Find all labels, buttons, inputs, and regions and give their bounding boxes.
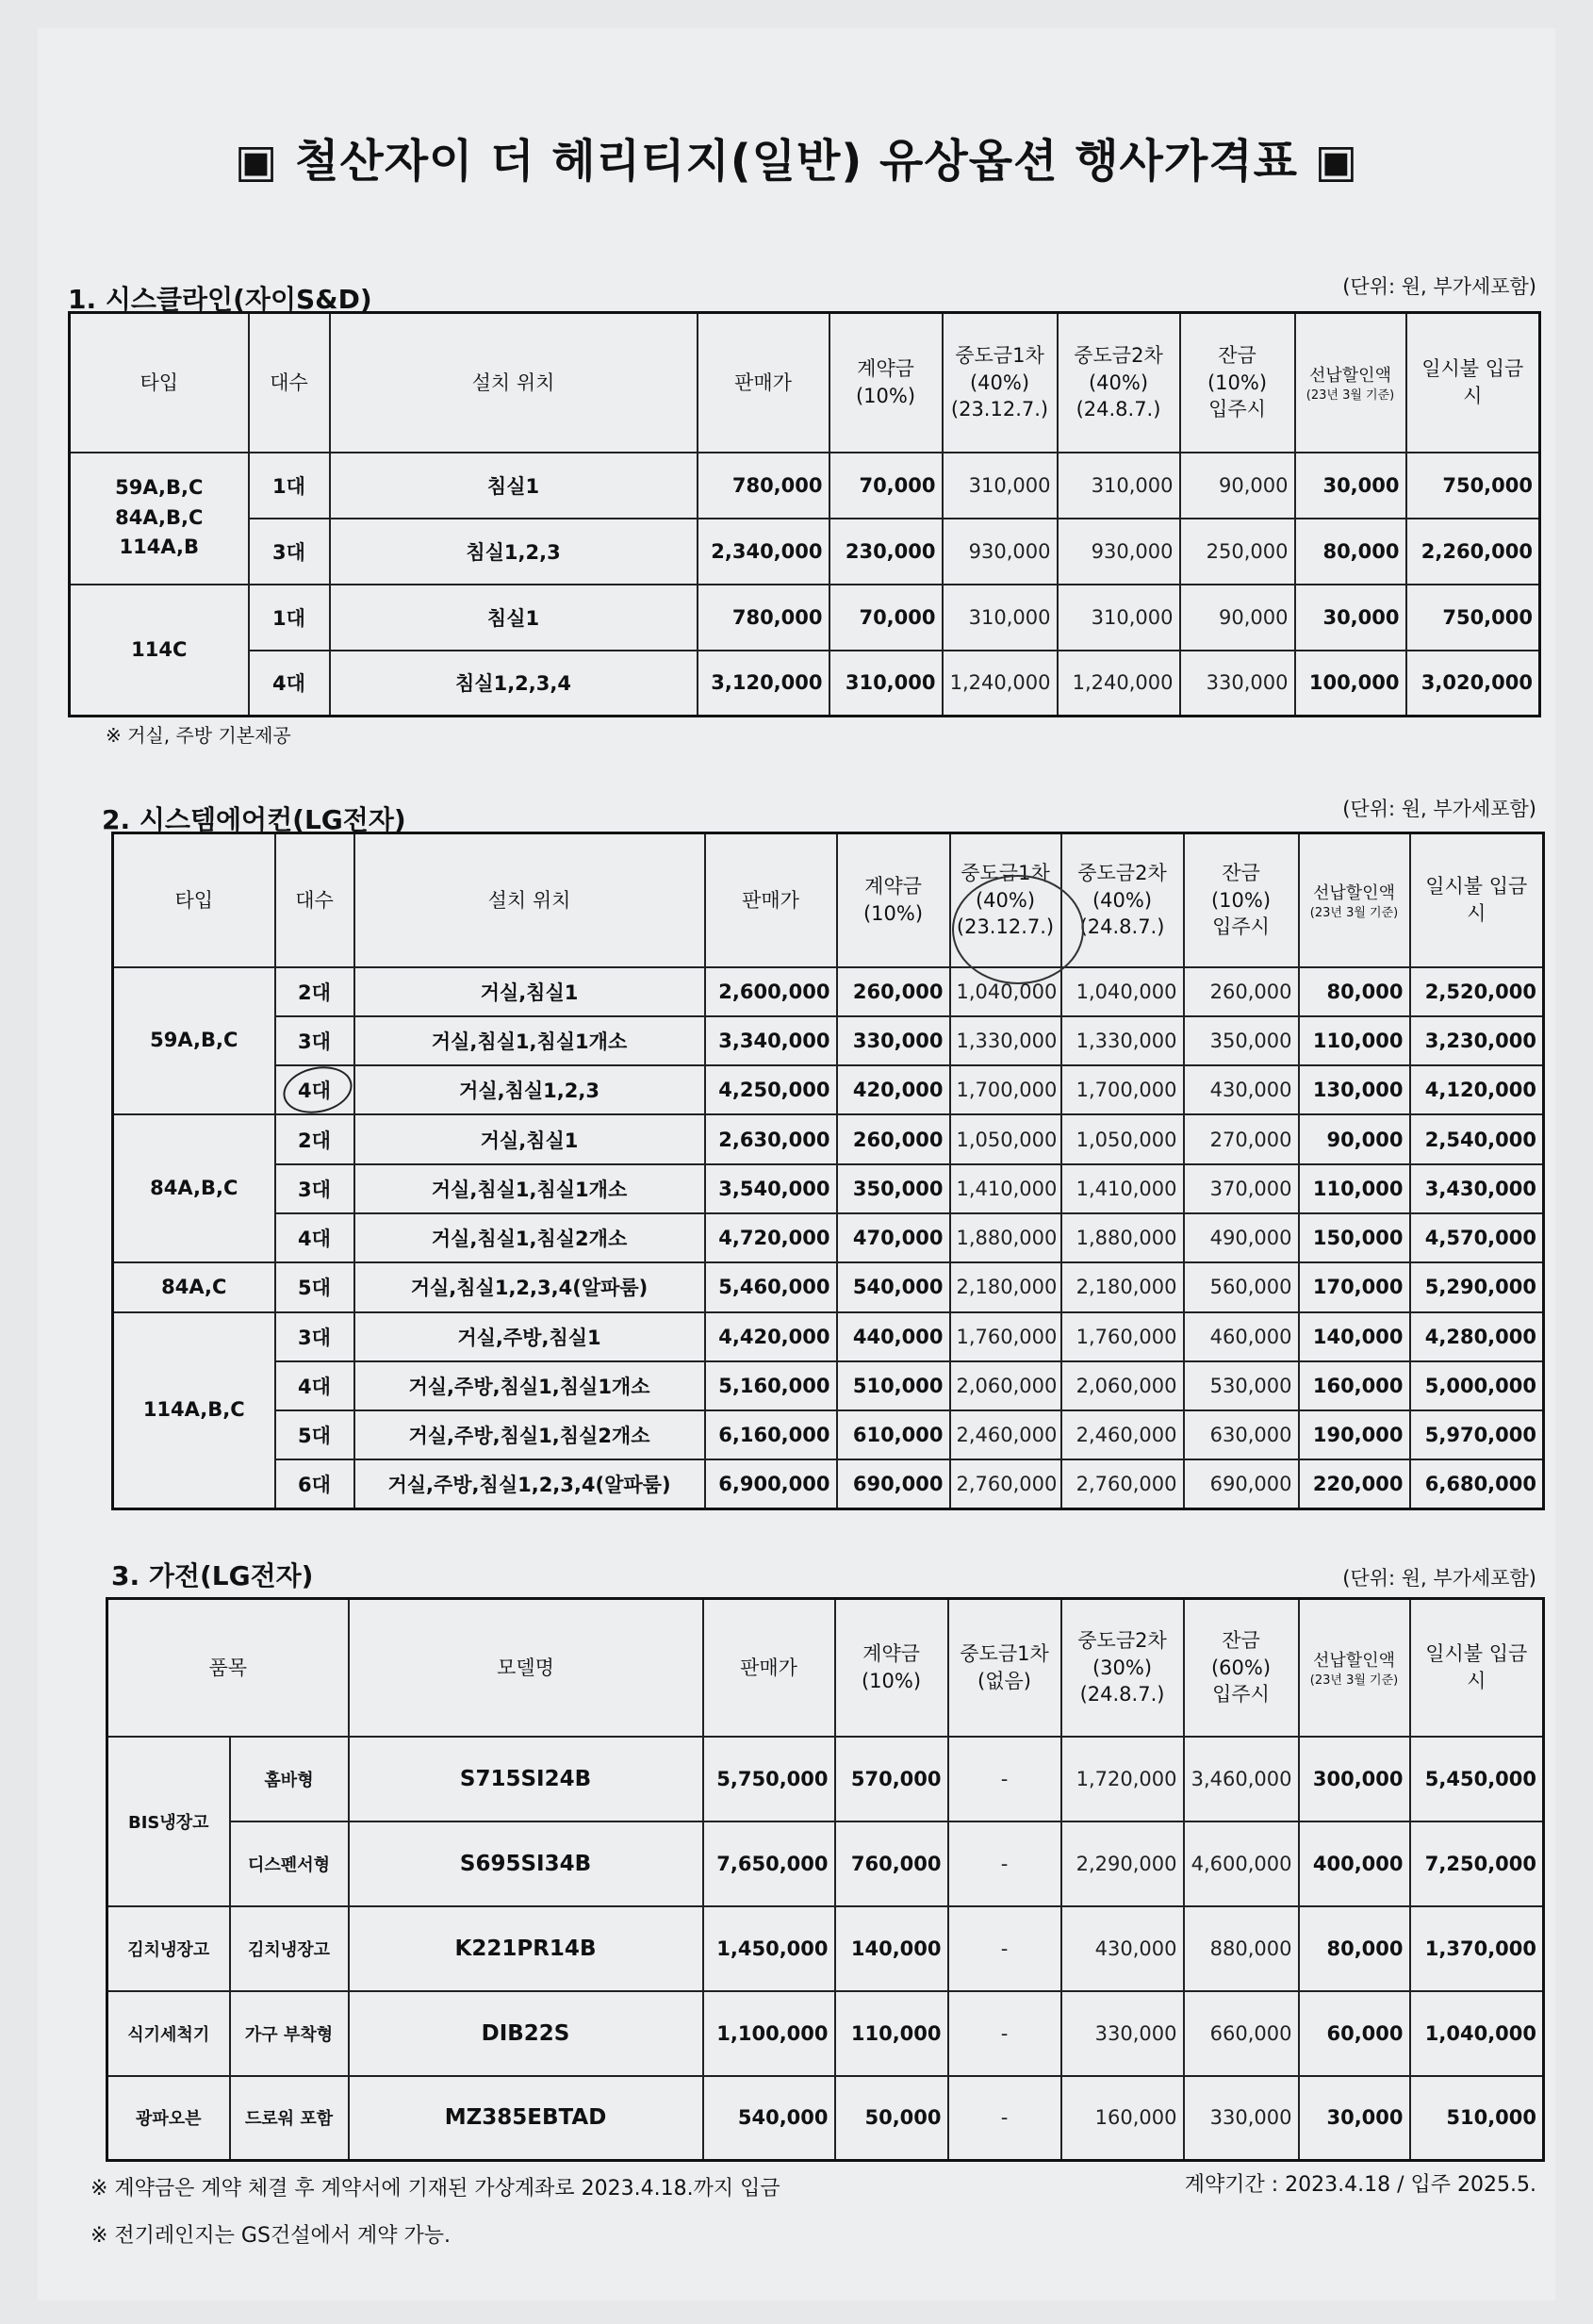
model-cell: K221PR14B xyxy=(349,1906,703,1991)
mid1-cell: - xyxy=(948,2076,1061,2161)
mid1-cell: 310,000 xyxy=(943,453,1058,519)
header-count: 대수 xyxy=(249,313,330,453)
price-cell: 5,160,000 xyxy=(705,1361,837,1410)
balance-cell: 880,000 xyxy=(1184,1906,1299,1991)
deposit-cell: 110,000 xyxy=(835,1991,948,2076)
category-cell: 광파오븐 xyxy=(107,2076,230,2161)
discount-cell: 30,000 xyxy=(1299,2076,1410,2161)
deposit-cell: 310,000 xyxy=(829,651,943,717)
header-discount-label: 선납할인액 xyxy=(1313,1650,1395,1671)
discount-cell: 80,000 xyxy=(1299,967,1410,1016)
type-cell: 114C xyxy=(70,585,249,717)
balance-cell: 4,600,000 xyxy=(1184,1821,1299,1906)
price-cell: 3,540,000 xyxy=(705,1164,837,1213)
discount-cell: 150,000 xyxy=(1299,1213,1410,1262)
mid2-cell: 1,760,000 xyxy=(1061,1312,1184,1361)
discount-cell: 140,000 xyxy=(1299,1312,1410,1361)
price-cell: 1,450,000 xyxy=(703,1906,835,1991)
mid2-cell: 1,880,000 xyxy=(1061,1213,1184,1262)
lump-cell: 750,000 xyxy=(1406,585,1540,651)
model-cell: DIB22S xyxy=(349,1991,703,2076)
count-cell: 3대 xyxy=(275,1164,354,1213)
header-balance: 잔금 (10%) 입주시 xyxy=(1184,833,1299,967)
mid2-cell: 330,000 xyxy=(1061,1991,1184,2076)
option-table-sysclein xyxy=(68,311,1541,717)
option-table-aircon xyxy=(111,832,1545,1510)
type-cell: 84A,C xyxy=(113,1262,275,1311)
discount-cell: 80,000 xyxy=(1295,519,1406,585)
mid2-cell: 430,000 xyxy=(1061,1906,1184,1991)
count-cell: 6대 xyxy=(275,1459,354,1508)
table-row xyxy=(70,585,1540,651)
count-cell: 2대 xyxy=(275,967,354,1016)
count-cell: 5대 xyxy=(275,1410,354,1459)
pen-circle-mark-header xyxy=(952,875,1084,984)
discount-cell: 130,000 xyxy=(1299,1065,1410,1114)
lump-cell: 4,280,000 xyxy=(1410,1312,1544,1361)
location-cell: 거실,주방,침실1,침실1개소 xyxy=(354,1361,705,1410)
model-cell: MZ385EBTAD xyxy=(349,2076,703,2161)
mid2-cell: 1,330,000 xyxy=(1061,1016,1184,1065)
table-row xyxy=(113,1164,1544,1213)
lump-cell: 3,020,000 xyxy=(1406,651,1540,717)
section2-unit: (단위: 원, 부가세포함) xyxy=(1342,798,1536,820)
header-price: 판매가 xyxy=(698,313,829,453)
mid1-cell: 2,060,000 xyxy=(950,1361,1061,1410)
model-cell: S695SI34B xyxy=(349,1821,703,1906)
section1-note: ※ 거실, 주방 기본제공 xyxy=(106,724,291,747)
header-mid2: 중도금2차 (40%) (24.8.7.) xyxy=(1058,313,1180,453)
header-discount-note: (23년 3월 기준) xyxy=(1306,388,1395,404)
header-location: 설치 위치 xyxy=(330,313,698,453)
discount-cell: 110,000 xyxy=(1299,1016,1410,1065)
deposit-cell: 690,000 xyxy=(837,1459,950,1508)
location-cell: 거실,침실1,침실1개소 xyxy=(354,1016,705,1065)
mid2-cell: 930,000 xyxy=(1058,519,1180,585)
price-cell: 4,420,000 xyxy=(705,1312,837,1361)
header-mid2: 중도금2차 (30%) (24.8.7.) xyxy=(1061,1599,1184,1737)
discount-cell: 30,000 xyxy=(1295,585,1406,651)
balance-cell: 330,000 xyxy=(1184,2076,1299,2161)
table-row xyxy=(113,967,1544,1016)
table-row xyxy=(107,1737,1544,1821)
contract-period: 계약기간 : 2023.4.18 / 입주 2025.5. xyxy=(1184,2173,1536,2197)
table-header-row xyxy=(107,1599,1544,1737)
lump-cell: 3,230,000 xyxy=(1410,1016,1544,1065)
balance-cell: 250,000 xyxy=(1180,519,1295,585)
count-cell: 3대 xyxy=(275,1016,354,1065)
location-cell: 거실,침실1,2,3,4(알파룸) xyxy=(354,1262,705,1311)
header-mid2: 중도금2차 (40%) (24.8.7.) xyxy=(1061,833,1184,967)
price-cell: 4,720,000 xyxy=(705,1213,837,1262)
count-cell: 3대 xyxy=(275,1312,354,1361)
header-discount-note: (23년 3월 기준) xyxy=(1309,906,1399,921)
mid1-cell: - xyxy=(948,1821,1061,1906)
type-cell: 59A,B,C 84A,B,C 114A,B xyxy=(70,453,249,585)
location-cell: 거실,주방,침실1 xyxy=(354,1312,705,1361)
table-row xyxy=(113,1213,1544,1262)
balance-cell: 530,000 xyxy=(1184,1361,1299,1410)
location-cell: 침실1 xyxy=(330,453,698,519)
header-model: 모델명 xyxy=(349,1599,703,1737)
mid2-cell: 2,060,000 xyxy=(1061,1361,1184,1410)
deposit-cell: 140,000 xyxy=(835,1906,948,1991)
mid2-cell: 160,000 xyxy=(1061,2076,1184,2161)
lump-cell: 1,040,000 xyxy=(1410,1991,1544,2076)
lump-cell: 2,520,000 xyxy=(1410,967,1544,1016)
balance-cell: 690,000 xyxy=(1184,1459,1299,1508)
header-deposit: 계약금 (10%) xyxy=(835,1599,948,1737)
mid2-cell: 2,460,000 xyxy=(1061,1410,1184,1459)
deposit-cell: 350,000 xyxy=(837,1164,950,1213)
section2-heading: 2. 시스템에어컨(LG전자) xyxy=(102,804,406,835)
balance-cell: 560,000 xyxy=(1184,1262,1299,1311)
discount-cell: 160,000 xyxy=(1299,1361,1410,1410)
page-title: ▣ 철산자이 더 헤리티지(일반) 유상옵션 행사가격표 ▣ xyxy=(234,135,1359,188)
subcategory-cell: 가구 부착형 xyxy=(230,1991,349,2076)
mid2-cell: 2,290,000 xyxy=(1061,1821,1184,1906)
header-discount xyxy=(1299,833,1410,967)
table-row xyxy=(113,1016,1544,1065)
header-mid1: 중도금1차 (40%) (23.12.7.) xyxy=(950,833,1061,967)
count-cell: 4대 xyxy=(275,1213,354,1262)
deposit-cell: 610,000 xyxy=(837,1410,950,1459)
lump-cell: 5,290,000 xyxy=(1410,1262,1544,1311)
table-row xyxy=(70,453,1540,519)
lump-cell: 1,370,000 xyxy=(1410,1906,1544,1991)
lump-cell: 2,260,000 xyxy=(1406,519,1540,585)
header-discount-label: 선납할인액 xyxy=(1313,882,1395,903)
mid1-cell: - xyxy=(948,1906,1061,1991)
deposit-cell: 70,000 xyxy=(829,453,943,519)
mid1-cell: 1,040,000 xyxy=(950,967,1061,1016)
mid2-cell: 1,410,000 xyxy=(1061,1164,1184,1213)
discount-cell: 30,000 xyxy=(1295,453,1406,519)
location-cell: 침실1,2,3 xyxy=(330,519,698,585)
deposit-cell: 570,000 xyxy=(835,1737,948,1821)
price-cell: 5,460,000 xyxy=(705,1262,837,1311)
mid1-cell: 930,000 xyxy=(943,519,1058,585)
header-mid1: 중도금1차 (40%) (23.12.7.) xyxy=(943,313,1058,453)
header-balance: 잔금 (10%) 입주시 xyxy=(1180,313,1295,453)
discount-cell: 400,000 xyxy=(1299,1821,1410,1906)
table-row xyxy=(70,519,1540,585)
balance-cell: 90,000 xyxy=(1180,585,1295,651)
header-item: 품목 xyxy=(107,1599,349,1737)
model-cell: S715SI24B xyxy=(349,1737,703,1821)
balance-cell: 660,000 xyxy=(1184,1991,1299,2076)
price-cell: 4,250,000 xyxy=(705,1065,837,1114)
balance-cell: 330,000 xyxy=(1180,651,1295,717)
section1-heading: 1. 시스클라인(자이S&D) xyxy=(68,284,372,315)
balance-cell: 260,000 xyxy=(1184,967,1299,1016)
price-cell: 3,340,000 xyxy=(705,1016,837,1065)
price-cell: 7,650,000 xyxy=(703,1821,835,1906)
lump-cell: 4,570,000 xyxy=(1410,1213,1544,1262)
mid2-cell: 1,240,000 xyxy=(1058,651,1180,717)
subcategory-cell: 김치냉장고 xyxy=(230,1906,349,1991)
discount-cell: 100,000 xyxy=(1295,651,1406,717)
price-cell: 6,160,000 xyxy=(705,1410,837,1459)
section3-heading: 3. 가전(LG전자) xyxy=(111,1560,314,1591)
location-cell: 거실,주방,침실1,침실2개소 xyxy=(354,1410,705,1459)
header-lump: 일시불 입금시 xyxy=(1410,1599,1544,1737)
mid2-cell: 2,180,000 xyxy=(1061,1262,1184,1311)
deposit-cell: 260,000 xyxy=(837,967,950,1016)
table-row xyxy=(113,1312,1544,1361)
price-cell: 2,600,000 xyxy=(705,967,837,1016)
mid1-cell: 2,180,000 xyxy=(950,1262,1061,1311)
mid1-cell: - xyxy=(948,1991,1061,2076)
mid1-cell: 1,240,000 xyxy=(943,651,1058,717)
table-row xyxy=(113,1361,1544,1410)
deposit-cell: 440,000 xyxy=(837,1312,950,1361)
discount-cell: 110,000 xyxy=(1299,1164,1410,1213)
price-cell: 6,900,000 xyxy=(705,1459,837,1508)
type-cell: 84A,B,C xyxy=(113,1114,275,1262)
location-cell: 거실,침실1 xyxy=(354,967,705,1016)
header-discount-note: (23년 3월 기준) xyxy=(1309,1673,1399,1689)
header-type: 타입 xyxy=(113,833,275,967)
table-row xyxy=(107,2076,1544,2161)
mid2-cell: 1,720,000 xyxy=(1061,1737,1184,1821)
discount-cell: 220,000 xyxy=(1299,1459,1410,1508)
mid2-cell: 310,000 xyxy=(1058,453,1180,519)
discount-cell: 300,000 xyxy=(1299,1737,1410,1821)
location-cell: 거실,침실1 xyxy=(354,1114,705,1163)
mid1-cell: 1,330,000 xyxy=(950,1016,1061,1065)
header-count: 대수 xyxy=(275,833,354,967)
subcategory-cell: 디스펜서형 xyxy=(230,1821,349,1906)
footer-note-range: ※ 전기레인지는 GS건설에서 계약 가능. xyxy=(90,2224,451,2248)
category-cell: 식기세척기 xyxy=(107,1991,230,2076)
deposit-cell: 70,000 xyxy=(829,585,943,651)
count-cell: 1대 xyxy=(249,585,330,651)
price-cell: 5,750,000 xyxy=(703,1737,835,1821)
discount-cell: 170,000 xyxy=(1299,1262,1410,1311)
balance-cell: 430,000 xyxy=(1184,1065,1299,1114)
subcategory-cell: 드로워 포함 xyxy=(230,2076,349,2161)
lump-cell: 2,540,000 xyxy=(1410,1114,1544,1163)
lump-cell: 3,430,000 xyxy=(1410,1164,1544,1213)
deposit-cell: 50,000 xyxy=(835,2076,948,2161)
location-cell: 침실1 xyxy=(330,585,698,651)
header-price: 판매가 xyxy=(705,833,837,967)
type-cell: 59A,B,C xyxy=(113,967,275,1115)
price-cell: 1,100,000 xyxy=(703,1991,835,2076)
lump-cell: 5,970,000 xyxy=(1410,1410,1544,1459)
lump-cell: 4,120,000 xyxy=(1410,1065,1544,1114)
price-cell: 2,630,000 xyxy=(705,1114,837,1163)
mid2-cell: 310,000 xyxy=(1058,585,1180,651)
balance-cell: 3,460,000 xyxy=(1184,1737,1299,1821)
count-cell: 5대 xyxy=(275,1262,354,1311)
lump-cell: 5,000,000 xyxy=(1410,1361,1544,1410)
lump-cell: 6,680,000 xyxy=(1410,1459,1544,1508)
count-cell: 2대 xyxy=(275,1114,354,1163)
table-row xyxy=(107,1821,1544,1906)
lump-cell: 750,000 xyxy=(1406,453,1540,519)
mid1-cell: - xyxy=(948,1737,1061,1821)
balance-cell: 90,000 xyxy=(1180,453,1295,519)
count-cell: 4대 xyxy=(275,1065,354,1114)
location-cell: 거실,침실1,2,3 xyxy=(354,1065,705,1114)
table-row xyxy=(113,1114,1544,1163)
deposit-cell: 540,000 xyxy=(837,1262,950,1311)
header-discount xyxy=(1299,1599,1410,1737)
header-discount-label: 선납할인액 xyxy=(1309,365,1391,386)
header-balance: 잔금 (60%) 입주시 xyxy=(1184,1599,1299,1737)
header-deposit: 계약금 (10%) xyxy=(837,833,950,967)
balance-cell: 490,000 xyxy=(1184,1213,1299,1262)
footer-note-deposit: ※ 계약금은 계약 체결 후 계약서에 기재된 가상계좌로 2023.4.18.까지 입금 xyxy=(90,2177,780,2200)
balance-cell: 350,000 xyxy=(1184,1016,1299,1065)
header-lump: 일시불 입금시 xyxy=(1406,313,1540,453)
section1-unit: (단위: 원, 부가세포함) xyxy=(1342,275,1536,298)
count-cell: 4대 xyxy=(275,1361,354,1410)
mid1-cell: 1,880,000 xyxy=(950,1213,1061,1262)
balance-cell: 460,000 xyxy=(1184,1312,1299,1361)
deposit-cell: 230,000 xyxy=(829,519,943,585)
deposit-cell: 420,000 xyxy=(837,1065,950,1114)
mid1-cell: 2,460,000 xyxy=(950,1410,1061,1459)
count-cell: 4대 xyxy=(249,651,330,717)
deposit-cell: 330,000 xyxy=(837,1016,950,1065)
count-cell: 3대 xyxy=(249,519,330,585)
table-row xyxy=(113,1262,1544,1311)
count-cell: 1대 xyxy=(249,453,330,519)
price-cell: 2,340,000 xyxy=(698,519,829,585)
category-cell: BIS냉장고 xyxy=(107,1737,230,1906)
discount-cell: 190,000 xyxy=(1299,1410,1410,1459)
category-cell: 김치냉장고 xyxy=(107,1906,230,1991)
header-type: 타입 xyxy=(70,313,249,453)
deposit-cell: 760,000 xyxy=(835,1821,948,1906)
option-table-appliance xyxy=(106,1597,1545,2162)
table-row xyxy=(107,1906,1544,1991)
discount-cell: 80,000 xyxy=(1299,1906,1410,1991)
price-cell: 780,000 xyxy=(698,585,829,651)
price-cell: 540,000 xyxy=(703,2076,835,2161)
table-header-row xyxy=(113,833,1544,967)
lump-cell: 5,450,000 xyxy=(1410,1737,1544,1821)
mid2-cell: 1,050,000 xyxy=(1061,1114,1184,1163)
mid2-cell: 1,040,000 xyxy=(1061,967,1184,1016)
location-cell: 거실,주방,침실1,2,3,4(알파룸) xyxy=(354,1459,705,1508)
location-cell: 거실,침실1,침실1개소 xyxy=(354,1164,705,1213)
location-cell: 거실,침실1,침실2개소 xyxy=(354,1213,705,1262)
header-price: 판매가 xyxy=(703,1599,835,1737)
balance-cell: 630,000 xyxy=(1184,1410,1299,1459)
price-cell: 780,000 xyxy=(698,453,829,519)
header-location: 설치 위치 xyxy=(354,833,705,967)
table-row xyxy=(113,1459,1544,1508)
mid1-cell: 1,760,000 xyxy=(950,1312,1061,1361)
subcategory-cell: 홈바형 xyxy=(230,1737,349,1821)
mid2-cell: 1,700,000 xyxy=(1061,1065,1184,1114)
deposit-cell: 470,000 xyxy=(837,1213,950,1262)
deposit-cell: 510,000 xyxy=(837,1361,950,1410)
header-deposit: 계약금 (10%) xyxy=(829,313,943,453)
mid1-cell: 310,000 xyxy=(943,585,1058,651)
header-lump: 일시불 입금시 xyxy=(1410,833,1544,967)
discount-cell: 60,000 xyxy=(1299,1991,1410,2076)
table-row xyxy=(70,651,1540,717)
balance-cell: 270,000 xyxy=(1184,1114,1299,1163)
header-discount xyxy=(1295,313,1406,453)
header-mid1: 중도금1차 (없음) xyxy=(948,1599,1061,1737)
mid1-cell: 2,760,000 xyxy=(950,1459,1061,1508)
type-cell: 114A,B,C xyxy=(113,1312,275,1509)
mid1-cell: 1,050,000 xyxy=(950,1114,1061,1163)
price-cell: 3,120,000 xyxy=(698,651,829,717)
table-row xyxy=(107,1991,1544,2076)
balance-cell: 370,000 xyxy=(1184,1164,1299,1213)
deposit-cell: 260,000 xyxy=(837,1114,950,1163)
lump-cell: 7,250,000 xyxy=(1410,1821,1544,1906)
mid2-cell: 2,760,000 xyxy=(1061,1459,1184,1508)
discount-cell: 90,000 xyxy=(1299,1114,1410,1163)
mid1-cell: 1,700,000 xyxy=(950,1065,1061,1114)
lump-cell: 510,000 xyxy=(1410,2076,1544,2161)
table-row xyxy=(113,1410,1544,1459)
mid1-cell: 1,410,000 xyxy=(950,1164,1061,1213)
location-cell: 침실1,2,3,4 xyxy=(330,651,698,717)
table-header-row xyxy=(70,313,1540,453)
section3-unit: (단위: 원, 부가세포함) xyxy=(1342,1567,1536,1590)
